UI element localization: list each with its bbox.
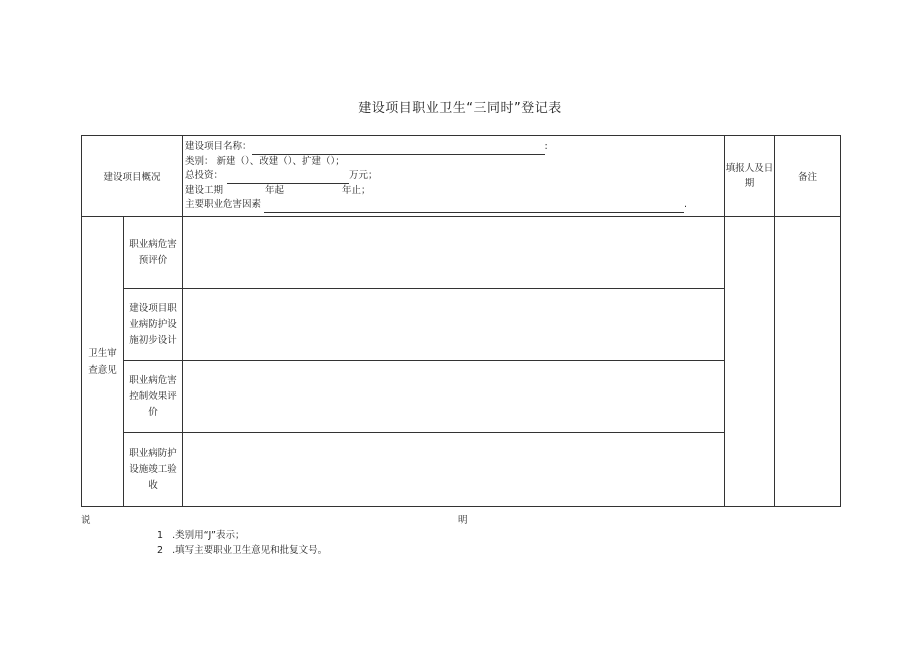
period-line — [185, 184, 722, 199]
stage-opinion-cell[interactable] — [183, 433, 725, 507]
stage-row — [82, 217, 841, 289]
registration-table — [81, 135, 841, 507]
hazards-field[interactable] — [264, 201, 684, 213]
stage-label: 职业病防护设施竣工验收 — [124, 433, 183, 507]
project-info-cell — [183, 136, 725, 217]
investment-line — [185, 169, 722, 184]
notes-label-left: 说 — [81, 515, 91, 526]
project-name-line — [185, 140, 722, 155]
stage-label: 建设项目职业病防护设施初步设计 — [124, 289, 183, 361]
period-label: 建设工期 — [185, 184, 224, 196]
investment-field[interactable] — [227, 172, 349, 184]
remarks-column-cell[interactable] — [775, 217, 841, 507]
overview-label: 建设项目概况 — [82, 136, 183, 217]
stage-label: 职业病危害预评价 — [124, 217, 183, 289]
project-name-end: : — [544, 141, 548, 152]
stage-opinion-cell[interactable] — [183, 289, 725, 361]
notes-label-right: 明 — [458, 515, 468, 526]
filler-column-cell[interactable] — [725, 217, 775, 507]
period-end: 年止； — [342, 184, 371, 196]
note-item — [157, 527, 244, 541]
category-label: 类别： — [185, 155, 214, 167]
note-text: .填写主要职业卫生意见和批复文号。 — [172, 545, 328, 556]
review-label: 卫生审查意见 — [82, 217, 124, 507]
form-title: 建设项目职业卫生“三同时”登记表 — [358, 101, 562, 116]
note-item — [157, 542, 327, 556]
filler-label: 填报人及日期 — [725, 136, 775, 217]
note-number: 2 — [157, 545, 164, 556]
project-name-field[interactable] — [252, 143, 545, 155]
project-name-label: 建设项目名称： — [185, 141, 252, 152]
investment-label: 总投资： — [185, 170, 224, 181]
category-line — [185, 155, 722, 170]
note-number: 1 — [157, 530, 164, 541]
remarks-label: 备注 — [775, 136, 841, 217]
stage-opinion-cell[interactable] — [183, 361, 725, 433]
hazards-end: . — [684, 199, 688, 210]
overview-row — [82, 136, 841, 217]
stage-label: 职业病危害控制效果评价 — [124, 361, 183, 433]
period-start: 年起 — [265, 184, 285, 196]
stage-opinion-cell[interactable] — [183, 217, 725, 289]
note-text: .类别用“J”表示； — [172, 530, 245, 541]
investment-unit: 万元； — [349, 170, 378, 181]
hazards-line — [185, 198, 722, 213]
category-options: 新建（）、改建（）、扩建（）； — [216, 155, 345, 167]
hazards-label: 主要职业危害因素 — [185, 199, 262, 210]
